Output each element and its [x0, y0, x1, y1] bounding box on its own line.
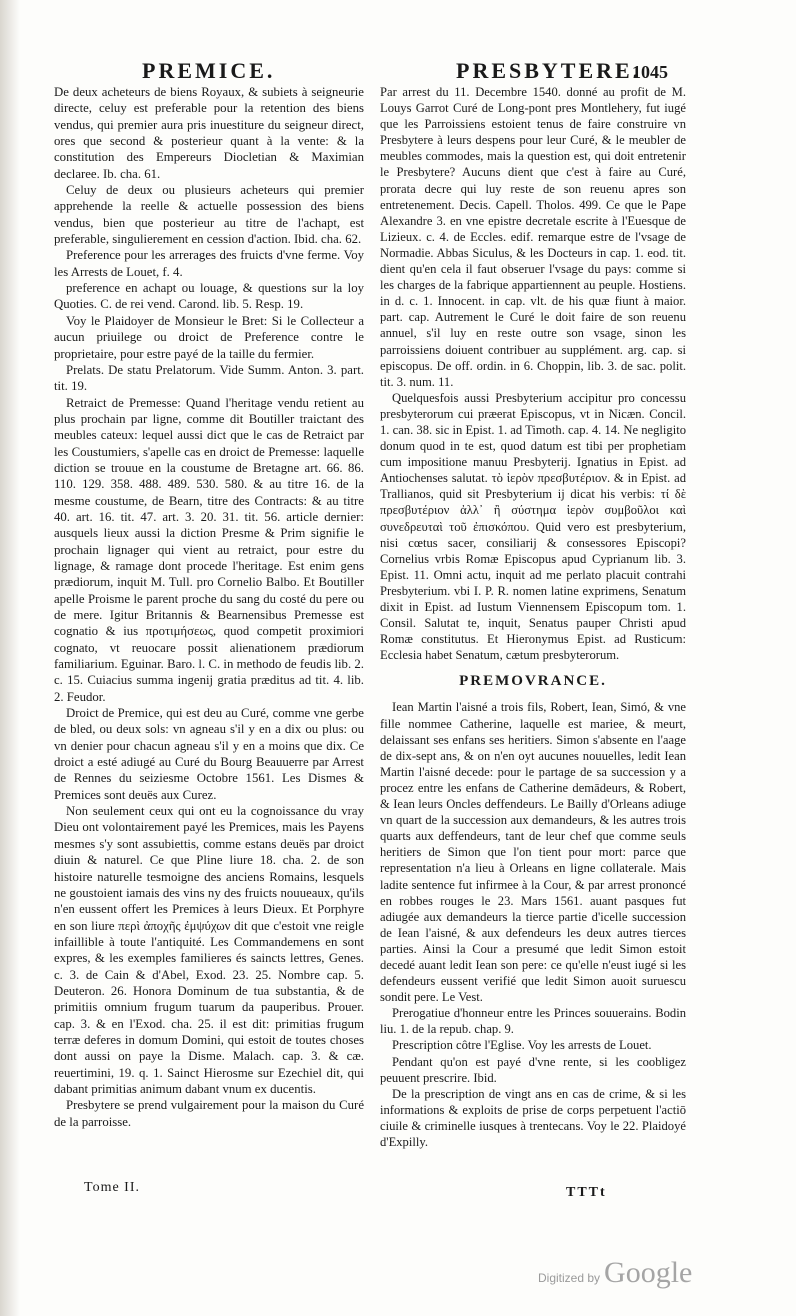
paragraph: Par arrest du 11. Decembre 1540. donné au profit de M. Louys Garrot Curé de Long-pont pres Montlehery, fut iugé que les Parroissiens estoient tenus de faire construire vn Presbytere à leurs despens pour leur Curé, & le meubler de meubles commodes, mais la question est, qui doit entretenir le Presbytere? Aucuns dient que c'est à faire au Curé, prorata decre qui luy reste de son reuenu apres son entretenement. Decis. Capell. Tholos. 499. Ce que le Pape Alexandre 3. en vne epistre decretale escrite à l'Euesque de Lizieux. c. 4. de Eccles. edif. remarque estre de l'vsage de Normadie. Abbas Siculus, & les Docteurs in cap. 1. eod. tit. dient qu'en cela il faut obseruer l'vsage du pays: comme si les charges de la fabrique appartiennent au peuple. Hostiens. in d. c. 1. Innocent. in cap. vlt. de his quæ fiunt à maior. part. cap. Autrement le Curé le doit faire de son reuenu annuel, s'il luy en reste outre son vsage, sinon les parroissiens doiuent contribuer au supplément. arg. cap. si episcopus. De off. ordin. in 6. Choppin, lib. 3. de sac. polit. tit. 3. num. 11. — [380, 85, 686, 389]
right-column — [380, 84, 686, 1150]
digitized-watermark — [538, 1256, 692, 1290]
paragraph: Iean Martin l'aisné a trois fils, Robert, Iean, Simó, & vne fille nommee Catherine, laquelle est mariee, & meurt, delaissant ses enfans ses heritiers. Simon s'absente en l'aage de dix-sept ans, & on n'en oyt aucunes nouuelles, ledit Iean Martin l'aisné decede: pour le partage de sa succession y a procez entre les enfans de Catherine demādeurs, & Robert, & Iean leurs Oncles deffendeurs. Le Bailly d'Orleans adiuge vn quart de la succession aux demandeurs, & les autres trois quarts aux deffendeurs, tant de leur chef que comme seuls heritiers de Simon que l'on tient pour mort: parce que representation n'a lieu à Orleans en ligne collaterale. Mais ladite sentence fut infirmee à la Cour, & par arrest prononcé en robbes rouges le 23. Mars 1561. auant pasques fut adiugée aux demandeurs la tierce partie d'icelle succession de Iean l'aisné, & aux defendeurs les deux autres tierces parties. Ainsi la Cour a presumé que ledit Simon estoit decedé auant ledit Iean son pere: ce qu'elle n'eust iugé si les defendeurs eussent verifié que ledit Simon auoit suruescu sondit pere. Le Vest. — [380, 700, 686, 1005]
watermark-prefix: Digitized by — [538, 1271, 601, 1285]
paragraph: Non seulement ceux qui ont eu la cognoissance du vray Dieu ont volontairement payé les Premices, mais les Payens mesmes s'y sont assubiettis, comme estans deuës par droict diuin & naturel. Ce que Pline liure 18. cha. 2. de son histoire naturelle tesmoigne des anciens Romains, lesquels ne goustoient iamais des vins ny des fruicts nouueaux, qu'ils n'en eussent offert les Premices à leurs Dieux. Et Porphyre en son liure περὶ ἀποχῆς ἐμψύχων dit que c'estoit vne reigle infaillible à toute l'antiquité. Les Commandemens en sont expres, & les exemples familieres és saincts lettres, Genes. c. 3. de Cain & d'Abel, Exod. 23. 25. Nombre cap. 5. Deuteron. 26. Honora Dominum de tua substantia, & de primitiis omnium frugum tuarum da pauperibus. Prouer. cap. 3. & en l'Exod. cha. 25. il est dit: primitias frugum terræ deferes in domum Domini, qui estoit de toutes choses dont aussi on paye la Disme. Malach. cap. 3. & cæ. reuertimini, 19. q. 1. Sainct Hierosme sur Ezechiel dit, qui dabant primitias animum dabant vnum ex ducentis. — [54, 804, 364, 1096]
right-running-title: PRESBYTERE. — [456, 58, 642, 83]
paragraph: Prerogatiue d'honneur entre les Princes souuerains. Bodin liu. 1. de la repub. chap. 9. — [380, 1006, 686, 1037]
catchword: TTTt — [566, 1185, 607, 1200]
left-running-title: PREMICE. — [142, 58, 276, 83]
paragraph: Preference pour les arrerages des fruicts d'vne ferme. Voy les Arrests de Louet, f. 4. — [54, 248, 364, 279]
page-number: 1045 — [632, 62, 668, 82]
paragraph: Celuy de deux ou plusieurs acheteurs qui premier apprehende la reelle & actuelle possession des biens vendus, bien que posterieur au titre de l'achapt, est preferable, singulierement en cession d'action. Ibid. cha. 62. — [54, 183, 364, 247]
google-logo: Google — [604, 1256, 693, 1289]
paragraph: De deux acheteurs de biens Royaux, & subiets à seigneurie directe, celuy est preferable pour la retention des biens vendus, qui premier aura pris inuestiture du seigneur direct, ores que second & posterieur quant à la vente: & la constitution des Empereurs Diocletian & Maximian declaree. Ib. cha. 61. — [54, 85, 364, 181]
paragraph: Retraict de Premesse: Quand l'heritage vendu retient au plus prochain par ligne, comme dit Boutiller traictant des meubles cateux: lequel aussi dict que le cas de Retraict par les Coustumiers, s'apelle cas en droict de Premesse: laquelle diction se trouue en la coustume de Bretagne art. 66. 86. 110. 129. 358. 488. 489. 530. 580. & au titre 16. de la mesme coustume, de Bearn, titre des Contracts: & au titre 40. art. 16. tit. 47. art. 3. 20. 31. tit. 56. article dernier: ausquels lieux aussi la diction Presme & Prim signifie le prochain lignager qui vient au retraict, pour estre du lignage, & ramage dont procede l'heritage. Est enim gens prædiorum, inquit M. Tull. pro Cornelio Balbo. Et Boutiller apelle Proisme le parent proche du sang du costé du pere ou de mere. Igitur Britannis & Bearnensibus Premesse est cognatio & ius προτιμήσεως, quod competit proximiori cognato, vt reuocare possit alienationem prædiorum familiarium. Eguinar. Baro. l. C. in methodo de feudis lib. 2. c. 15. Cuiacius summa ingenij gratia præditus ad tit. 4. lib. 2. Feudor. — [54, 395, 364, 704]
paragraph: Pendant qu'on est payé d'vne rente, si les coobligez peuuent prescrire. Ibid. — [380, 1054, 686, 1085]
section-heading: PREMOVRANCE. — [459, 673, 607, 690]
paragraph: Presbytere se prend vulgairement pour la maison du Curé de la parroisse. — [54, 1098, 364, 1129]
paragraph: Quelquesfois aussi Presbyterium accipitur pro concessu presbyterorum cui præerat Episcopus, vt in Nicæn. Concil. 1. can. 38. sic in Epist. 1. ad Timoth. cap. 4. 14. Ne negligito donum quod in te est, quod datum est tibi per prophetiam cum impositione manuu Presbyterij. Ignatius in Epist. ad Antiochenses salutat. τὸ ἱερὸν πρεσβυτέριον. & in Epist. ad Trallianos, quid sit Presbyterium ij dicat his verbis: τί δὲ πρεσβυτέριον ἀλλ᾽ ἢ σύστημα ἱερὸν συμβοῦλοι καὶ συνεδρευταὶ τοῦ ἐπισκόπου. Quid vero est presbyterium, nisi cœtus sacer, consiliarij & consessores Episcopi? Cornelius vrbis Romæ Episcopus apud Cyprianum lib. 3. Epist. 11. Omni actu, inquit ad me perlato placuit contrahi Presbyterium. vbi I. P. R. nomen latine exprimens, Senatum dixit in Epist. ad Iustum Viennensem Episcopum tom. 1. Consil. Salutat te, inquit, Senatus pauper Christi apud Romæ constitutus. Et Hieronymus Epist. ad Rusticum: Ecclesia habet Senatum, cætum presbyterorum. — [380, 390, 686, 663]
paragraph: preference en achapt ou louage, & questions sur la loy Quoties. C. de rei vend. Carond. lib. 5. Resp. 19. — [54, 281, 364, 312]
paragraph: Prelats. De statu Prelatorum. Vide Summ. Anton. 3. part. tit. 19. — [54, 362, 364, 394]
paragraph: Prescription côtre l'Eglise. Voy les arrests de Louet. — [392, 1038, 652, 1053]
volume-signature: Tome II. — [84, 1180, 141, 1195]
paragraph: Droict de Premice, qui est deu au Curé, comme vne gerbe de bled, ou deux sols: vn agneau s'il y en a dix ou plus: ou vn denier pour chacun agneau s'il y en a moins que dix. Ce droict a esté adiugé au Curé du Bourg Beauuerre par Arrest de Rennes du seiziesme Octobre 1561. Les Dismes & Premices sont deuës aux Curez. — [54, 706, 364, 802]
left-column — [54, 84, 364, 1130]
paragraph: Voy le Plaidoyer de Monsieur le Bret: Si le Collecteur a aucun priuilege ou droict de Preference contre le proprietaire, pour estre payé de la taille du fermier. — [54, 313, 364, 361]
paragraph: De la prescription de vingt ans en cas de crime, & si les informations & exploits de prise de corps perpetuent l'actiō ciuile & criminelle iusques à trentecans. Voy le 22. Plaidoyé d'Expilly. — [380, 1086, 686, 1149]
